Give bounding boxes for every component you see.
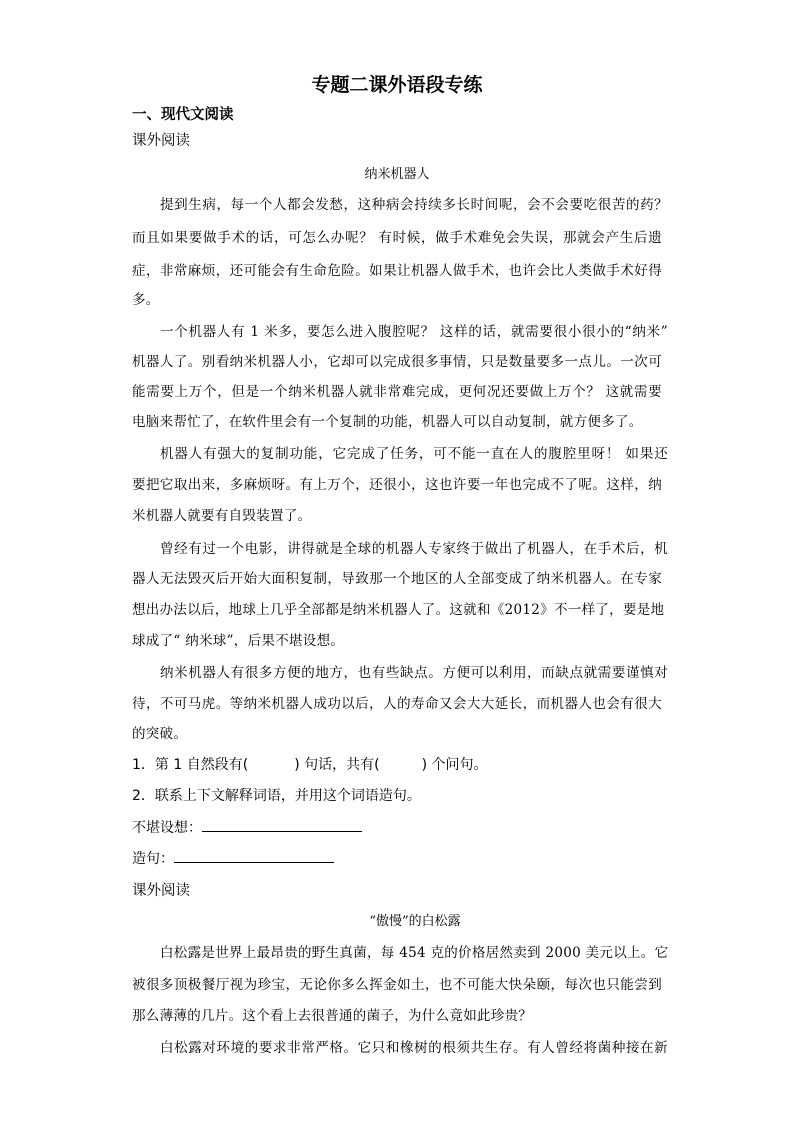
- answer-blank[interactable]: [248, 755, 294, 769]
- answer-blank[interactable]: [202, 817, 362, 832]
- passage-line: 多。: [132, 292, 160, 308]
- passage-line: 待，不可马虎。等纳米机器人成功以后，人的寿命又会大大延长，而机器人也会有很大: [132, 696, 662, 712]
- passage-line: 曾经有过一个电影，讲得就是全球的机器人专家终于做出了机器人，在手术后，机: [160, 541, 668, 557]
- passage-title: 纳米机器人: [364, 167, 430, 182]
- section-heading: 一、现代文阅读: [132, 107, 234, 123]
- passage-line: 被很多顶极餐厅视为珍宝，无论你多么挥金如土，也不可能大快朵颐，每次也只能尝到: [132, 977, 662, 993]
- word-explanation-line: 不堪设想：: [132, 817, 362, 837]
- passage-title: “傲慢”的白松露: [369, 914, 461, 929]
- passage-line: 能需要上万个，但是一个纳米机器人就非常难完成，更何况还要做上万个？ 这就需要: [132, 384, 662, 400]
- passage-line: 而且如果要做手术的话，可怎么办呢？ 有时候，做手术难免会失误，那就会产生后遗: [132, 230, 662, 246]
- passage-line: 一个机器人有 1 米多，要怎么进入腹腔呢？ 这样的话，就需要很小很小的“纳米”: [160, 324, 668, 340]
- question-2: 2．联系上下文解释词语，并用这个词语造句。: [132, 788, 421, 804]
- passage-line: 米机器人就要有自毁装置了。: [132, 508, 312, 524]
- passage-line: 症，非常麻烦，还可能会有生命危险。如果让机器人做手术，也许会比人类做手术好得: [132, 263, 662, 279]
- answer-blank[interactable]: [380, 755, 422, 769]
- passage-line: 想出办法以后，地球上几乎全部都是纳米机器人了。这就和《2012》不一样了，要是地: [132, 602, 665, 618]
- passage-line: 器人无法毁灭后开始大面积复制，导致那一个地区的人全部变成了纳米机器人。在专家: [132, 571, 662, 587]
- passage-line: 白松露对环境的要求非常严格。它只和橡树的根须共生存。有人曾经将菌种接在新: [160, 1040, 668, 1056]
- question-1: 1．第 1 自然段有( ) 句话，共有( ) 个问句。: [132, 757, 488, 773]
- document-title: 专题二课外语段专练: [311, 74, 483, 96]
- passage-line: 那么薄薄的几片。这个看上去很普通的菌子，为什么竟如此珍贵？: [132, 1008, 533, 1024]
- passage-line: 电脑来帮忙了，在软件里会有一个复制的功能，机器人可以自动复制，就方便多了。: [132, 414, 643, 430]
- answer-blank[interactable]: [174, 848, 334, 863]
- reading-label: 课外阅读: [132, 133, 190, 149]
- passage-line: 要把它取出来，多麻烦呀。有上万个，还很小，这也许要一年也完成不了呢。这样，纳: [132, 477, 662, 493]
- passage-line: 纳米机器人有很多方便的地方，也有些缺点。方便可以利用，而缺点就需要谨慎对: [160, 665, 668, 681]
- reading-label: 课外阅读: [132, 883, 190, 899]
- passage-line: 提到生病，每一个人都会发愁，这种病会持续多长时间呢，会不会要吃很苦的药？: [160, 197, 668, 213]
- passage-line: 的突破。: [132, 726, 188, 742]
- passage-line: 机器人了。别看纳米机器人小，它却可以完成很多事情，只是数量要多一点儿。一次可: [132, 354, 662, 370]
- passage-line: 球成了“ 纳米球”，后果不堪设想。: [132, 633, 345, 649]
- passage-line: 机器人有强大的复制功能，它完成了任务，可不能一直在人的腹腔里呀！ 如果还: [160, 446, 668, 462]
- sentence-line: 造句：: [132, 848, 334, 868]
- passage-line: 白松露是世界上最昂贵的野生真菌，每 454 克的价格居然卖到 2000 美元以上。它: [160, 945, 669, 961]
